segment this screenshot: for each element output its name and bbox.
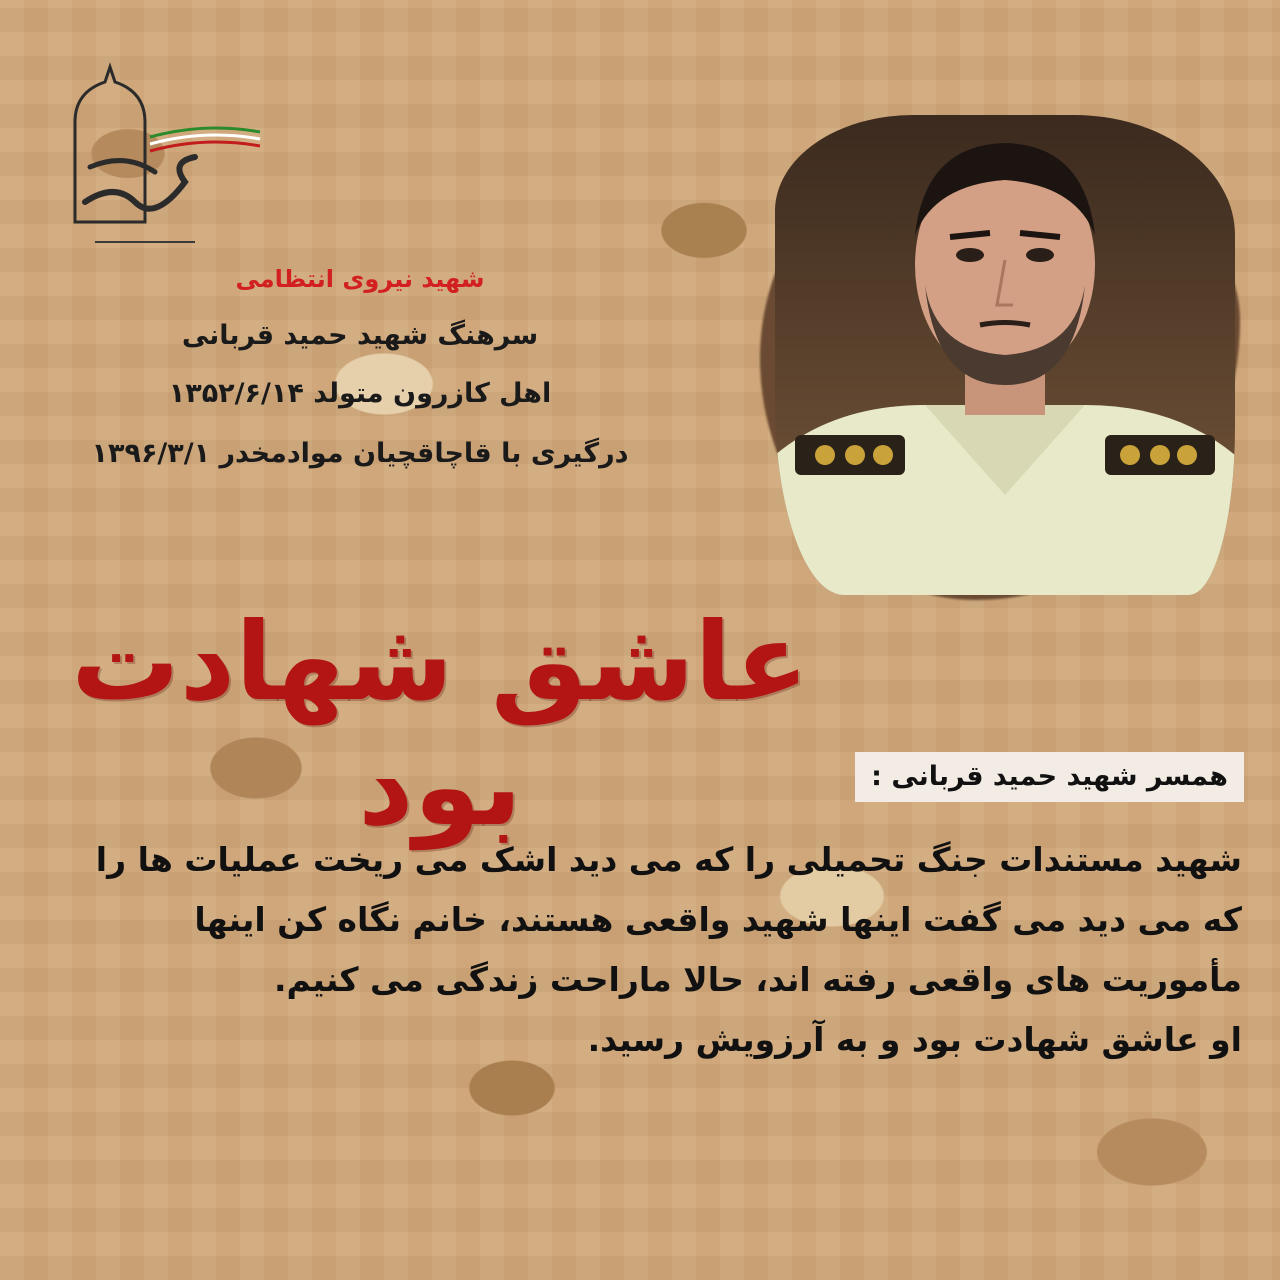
headline: عاشق شهادت بود bbox=[71, 600, 809, 850]
caption-title: شهید نیروی انتظامی bbox=[235, 265, 485, 293]
portrait-officer-icon bbox=[775, 115, 1235, 595]
quote-line: مأموریت های واقعی رفته اند، حالا ماراحت زندگی می کنیم. bbox=[273, 960, 1242, 999]
quote-line: شهید مستندات جنگ تحمیلی را که می دید اشک می ریخت عملیات ها را bbox=[95, 840, 1242, 879]
quote-line: که می دید می گفت اینها شهید واقعی هستند، خانم نگاه کن اینها bbox=[194, 900, 1242, 939]
caption-origin-birth: اهل کازرون متولد ۱۳۵۲/۶/۱۴ bbox=[168, 378, 552, 409]
quote-text bbox=[36, 830, 1242, 1070]
quote-line: او عاشق شهادت بود و به آرزویش رسید. bbox=[587, 1020, 1242, 1059]
naja-martyrs-logo-icon bbox=[55, 62, 265, 252]
caption-martyrdom: درگیری با قاچاقچیان موادمخدر ۱۳۹۶/۳/۱ bbox=[91, 438, 629, 469]
portrait-frame bbox=[760, 115, 1240, 600]
caption-rank-name: سرهنگ شهید حمید قربانی bbox=[181, 320, 539, 351]
quote-label: همسر شهید حمید قربانی : bbox=[855, 752, 1244, 802]
